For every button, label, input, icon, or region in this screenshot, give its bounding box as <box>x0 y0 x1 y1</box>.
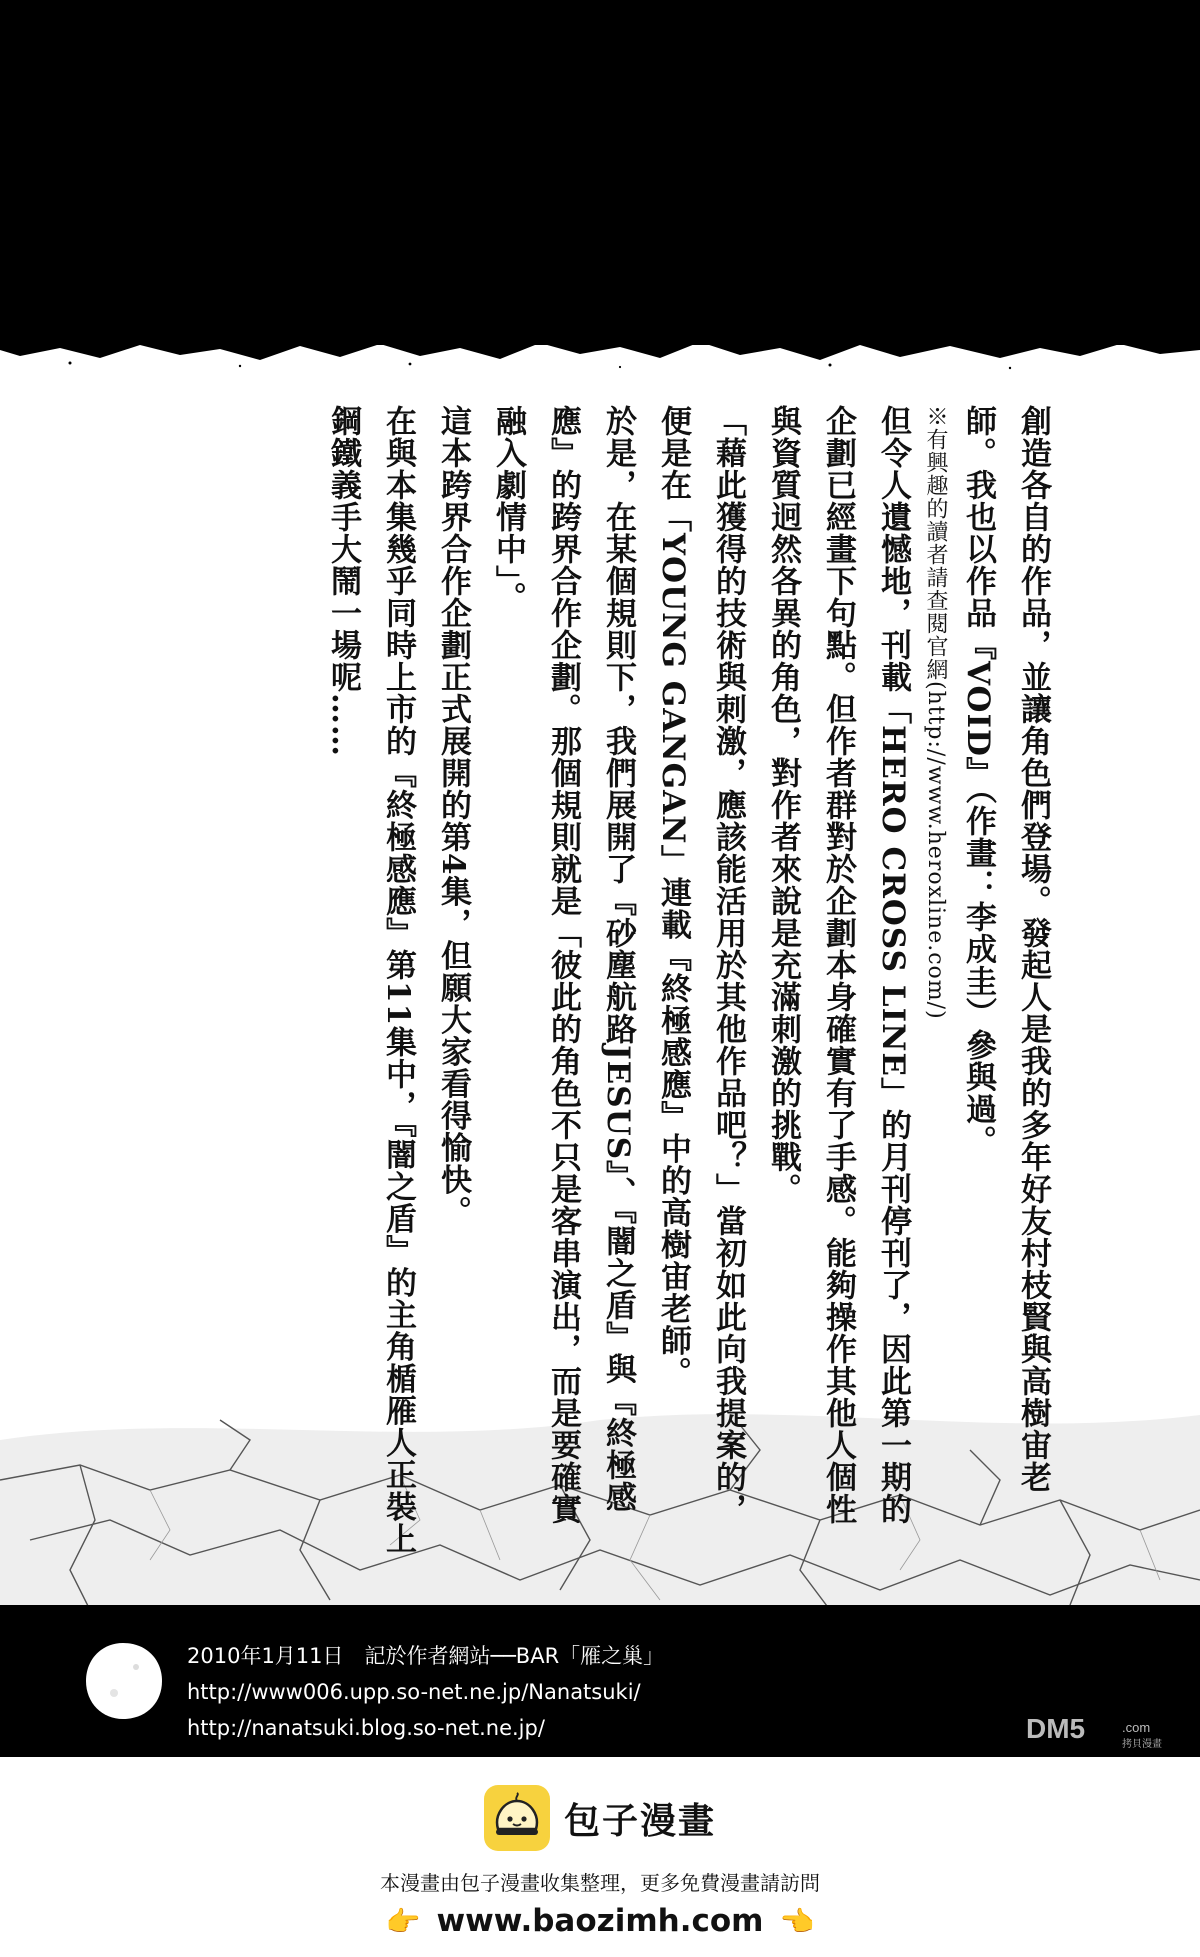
footer-url-1[interactable]: http://www006.upp.so-net.ne.jp/Nanatsuki/ <box>187 1680 641 1704</box>
dm5-domain-text: .com <box>1122 1720 1151 1735</box>
author-footer-text <box>187 1638 664 1746</box>
paragraph-4: 於是，在某個規則下，我們展開了『砂塵航路JESUS』、『闇之盾』與『終極感應』的跨界合作企劃。那個規則就是「彼此的角色不只是客串演出，而是要確實融入劇情中」。 <box>490 405 636 1525</box>
paragraph-1: 創造各自的作品，並讓角色們登場。發起人是我的多年好友村枝賢與高樹宙老師。我也以作品『VOID』（作畫：李成圭）參與過。 <box>960 405 1051 1493</box>
paragraph-2: 但令人遺憾地，刊載「HERO CROSS LINE」的月刊停刊了，因此第一期的企劃已經畫下句點。但作者群對於企劃本身確實有了手感。能夠操作其他人個性與資質迥然各異的角色，對作者來說是充滿刺激的挑戰。 <box>765 405 911 1526</box>
paragraph-6: 在與本集幾乎同時上市的『終極感應』第11集中，『闇之盾』的主角楯雁人正裝上鋼鐵義手大鬧一場呢…… <box>325 405 416 1555</box>
vertical-text-block <box>315 405 1060 1555</box>
baozimh-banner <box>0 1757 1200 1957</box>
paragraph-5: 這本跨界合作企劃正式展開的第4集，但願大家看得愉快。 <box>435 405 471 1228</box>
bun-logo-icon <box>484 1785 550 1851</box>
brand-name: 包子漫畫 <box>563 1800 716 1842</box>
footer-url-2[interactable]: http://nanatsuki.blog.so-net.ne.jp/ <box>187 1716 545 1740</box>
footer-date-line: 2010年1月11日 記於作者網站──BAR「雁之巢」 <box>187 1644 665 1668</box>
torn-edge-decoration <box>0 330 1200 375</box>
paragraph-3: 「藉此獲得的技術與刺激，應該能活用於其他作品吧？」當初如此向我提案的，便是在「YOUNG GANGAN」連載『終極感應』中的高樹宙老師。 <box>655 405 746 1525</box>
pointing-right-icon: 👉 <box>385 1904 421 1938</box>
website-note: ※有興趣的讀者請查閱官網(http://www.heroxline.com/) <box>923 405 948 1020</box>
url-row <box>0 1899 1200 1943</box>
dm5-logo-text: DM5 <box>1026 1713 1086 1744</box>
dm5-small-text: 拷貝漫畫 <box>1122 1739 1162 1750</box>
dm5-watermark <box>1026 1710 1176 1750</box>
brand-row[interactable] <box>0 1783 1200 1853</box>
banner-notice: 本漫畫由包子漫畫收集整理，更多免費漫畫請訪問 <box>380 1871 820 1895</box>
black-sky-panel <box>0 0 1200 345</box>
banner-url-link[interactable]: www.baozimh.com <box>436 1903 764 1939</box>
pointing-left-icon: 👈 <box>779 1904 815 1938</box>
moon-icon <box>78 1637 168 1725</box>
